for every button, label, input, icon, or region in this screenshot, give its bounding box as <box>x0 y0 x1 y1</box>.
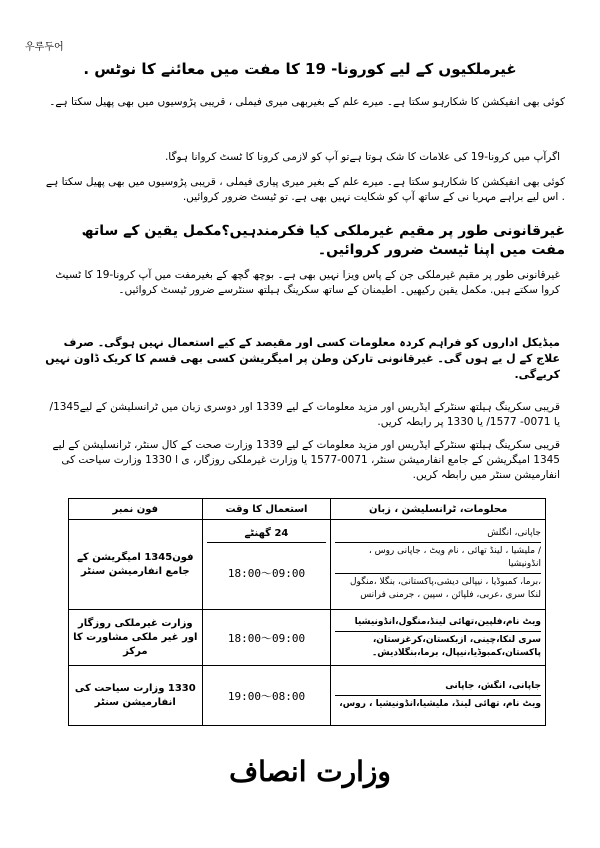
lang-line: جاپانی، انگلش <box>335 525 541 543</box>
lang-line: سری لنکا،چینی، ازبکستان،کرغزستان، پاکستان،کمبوڈیا،نیپال، برما،بنگلادیش۔ <box>371 634 541 658</box>
lang-line: جاپانی، انگش، جاپانی <box>335 678 541 696</box>
paragraph-privacy: میڈیکل اداروں کو فراہم کردہ معلومات کسی اور مقیصد کے کیے استعمال نہیں ہوگی۔ صرف علاج کے ل یے ہوں گی۔ غیرقانونی تارکن وطن پر امیگریشن کسی بھی قسم کا کریک ڈاون نہیں کریےگی. <box>45 336 560 381</box>
header-lang: محلومات، ٹرانسلیشن ، زبان <box>331 499 546 520</box>
paragraph-intro: کوئی بھی انفیکشن کا شکارہو سکتا ہے۔ میرے علم کے بغیربھی میری فیملی ، قریبی پڑوسیوں میں بھی پھیل سکتا ہے۔ <box>49 96 565 108</box>
paragraph-free-test: غیرقانونی طور پر مقیم غیرملکی جن کے پاس ویزا نہیں بھی ہے۔ بوچھ گچھ کے بغیرمفت میں آپ کرونا-19 کا ٹسیٹ کروا سکتے ہیں. مکمل یقین رکیھیں۔ اطیمنان کے ساتھ سکرینگ ہیلتھ سنٹرسے ضرور ٹیسٹ کروائیں۔ <box>55 269 560 296</box>
header-time: استعمال کا وقت <box>202 499 331 520</box>
illegal-resident-heading: غیرقانونی طور پر مقیم غیرملکی کیا فکرمندہیں؟مکمل یقین کے ساتھ مفت میں اپنا ٹیسٹ ضرور کروائیں۔ <box>81 223 565 258</box>
phone-cell: وزارت غیرملکی روزگار اور غیر ملکی مشاورت کا مرکز <box>69 610 203 666</box>
lang-line: ویٹ نام، تھائی لینڈ، ملیشیا،انڈونیشیا ، روس، <box>339 699 541 709</box>
ministry-signature: وزارت انصاف <box>229 755 391 788</box>
time-cell: 08:00～19:00 <box>202 666 331 726</box>
phone-cell: فون1345 امیگریشن کے جامع انفارمیشن سنٹر <box>69 520 203 610</box>
lang-line: ویٹ نام،فلپین،تھائی لینڈ،منگول،انڈونیشیا <box>335 614 541 632</box>
time-line: 09:00～18:00 <box>227 566 306 580</box>
lang-cell <box>331 666 546 726</box>
table-row <box>69 610 546 666</box>
lang-line: / ملیشیا ، لینڈ تھائی ، نام ویٹ ، جاپانی روس ، انڈونیشیا <box>335 543 541 574</box>
corner-label: 우루두어 <box>25 42 64 53</box>
paragraph-contact-1: قریبی سکرینگ ہیلتھ سنٹرکے ایڈریس اور مزید معلومات کے لیے 1339 اور دوسری زبان میں ٹرانسلیشن کے لیے1345/ یا 0071- 1577/ یا 1330 پر رابطہ کریں. <box>49 401 560 428</box>
table-row <box>69 520 546 610</box>
contact-table <box>68 498 546 726</box>
table-header-row <box>69 499 546 520</box>
header-phone: فون نمبر <box>69 499 203 520</box>
time-cell <box>202 520 331 610</box>
time-line: 24 گھنٹے <box>207 527 327 543</box>
paragraph-contact-2: قریبی سکرینگ ہیلتھ سنٹرکے ایڈریس اور مزید معلومات کے لیے 1339 وزارت صحت کے کال سنٹر، ٹرانسلیشن کے لیے 1345 امیگریشن کے جامع انفارمیشن سنٹر، 0071-1577 یا وزارت غیرملکی روزگار، ی ا 1330 وزارت سیاحت کی انفارمیشن سنٹر میں رابطہ کریں. <box>52 439 560 481</box>
time-cell: 09:00～18:00 <box>202 610 331 666</box>
lang-line: ،برما، کمبوڈیا ، نیپالی دیشی،پاکستانی، بنگلا ،منگول لنکا سری ،عربی، فلپائن ، سپین ، جرمنی فرانس <box>350 577 541 600</box>
paragraph-infection: کوئی بھی انفیکشن کا شکارہو سکتا ہے۔ میرے علم کے بغیر میری پیاری فیملی ، قریبی پڑوسیوں میں بھی پھیل سکتا ہے . اس لیے براہے مہربا نی کے ساتھ آپ کو شکایت نہیں بھی ہے. تو ٹیسٹ ضرور کروائیں. <box>45 176 565 203</box>
page-title: غیرملکیوں کے لیے کورونا- 19 کا مفت میں معائنے کا نوٹس . <box>83 60 517 78</box>
table-row <box>69 666 546 726</box>
lang-cell <box>331 520 546 610</box>
lang-cell <box>331 610 546 666</box>
phone-cell: 1330 وزارت سیاحت کی انفارمیشن سنٹر <box>69 666 203 726</box>
paragraph-symptoms: اگرآپ میں کرونا-19 کی علامات کا شک ہوتا ہےتو آپ کو لازمی کرونا کا ٹسٹ کروانا ہوگا. <box>164 151 560 163</box>
